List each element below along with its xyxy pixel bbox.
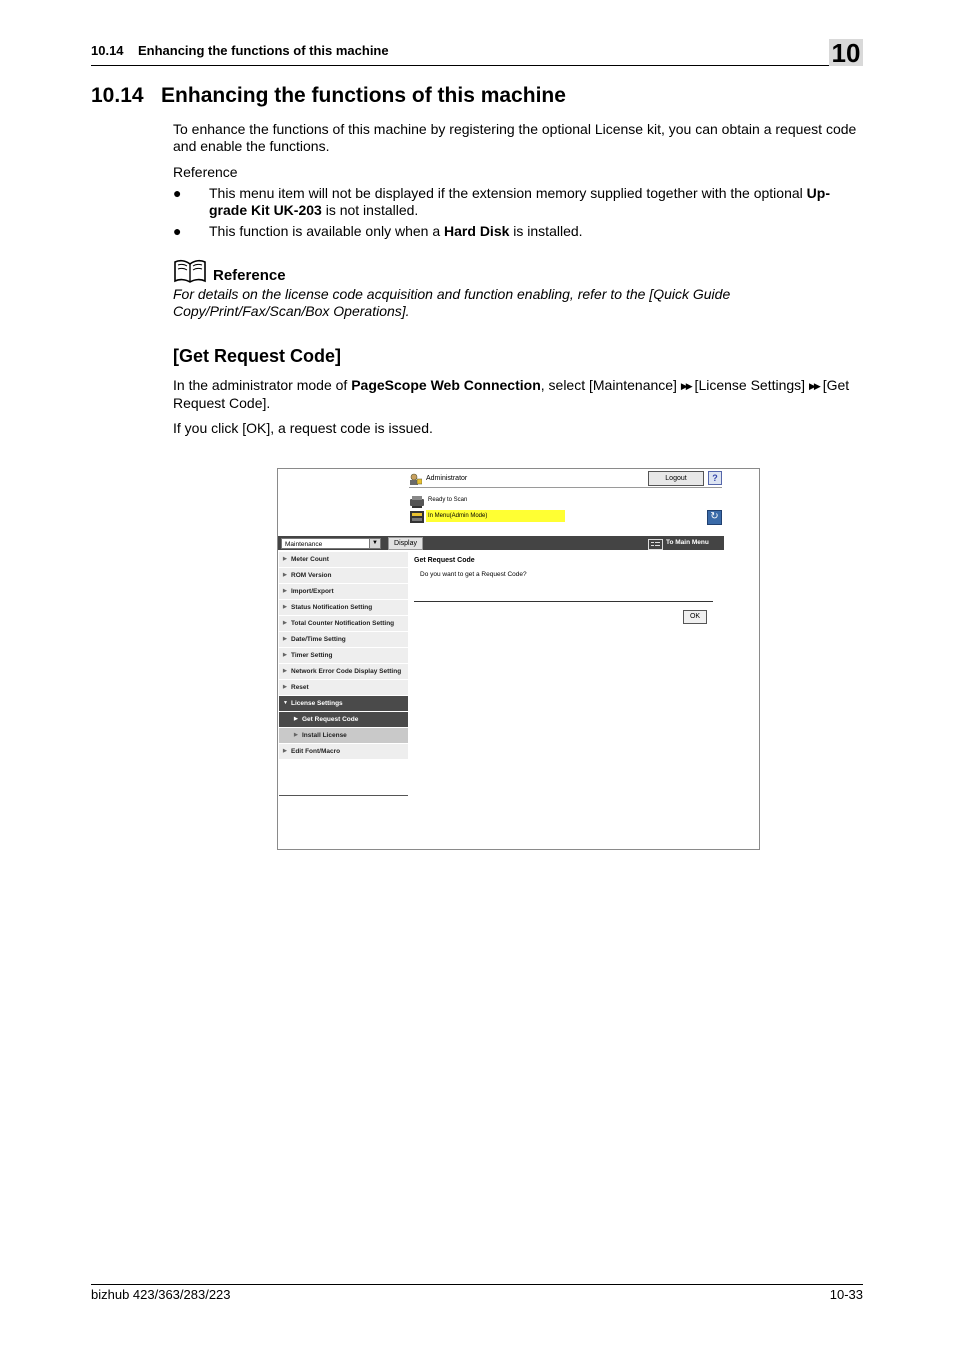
admin-icon bbox=[409, 473, 422, 486]
admin-label: Administrator bbox=[426, 475, 468, 482]
menu-status-badge: In Menu(Admin Mode) bbox=[426, 510, 565, 522]
chapter-number: 10 bbox=[829, 39, 863, 66]
triangle-right-icon: ▶ bbox=[283, 572, 287, 578]
main-menu-icon[interactable] bbox=[648, 539, 663, 550]
content-divider bbox=[414, 601, 713, 602]
sidebar-item-total-counter-notification[interactable] bbox=[279, 616, 408, 632]
triangle-right-icon: ▶ bbox=[283, 748, 287, 754]
sidebar-item-label: Edit Font/Macro bbox=[291, 748, 341, 755]
sidebar-item-get-request-code[interactable] bbox=[279, 712, 408, 728]
triangle-right-icon: ▶ bbox=[294, 732, 298, 738]
triangle-right-icon: ▶ bbox=[283, 652, 287, 658]
admin-divider bbox=[409, 487, 722, 488]
sidebar-item-label: Install License bbox=[302, 732, 347, 739]
sidebar-item-date-time[interactable] bbox=[279, 632, 408, 648]
category-select[interactable] bbox=[281, 538, 381, 549]
bullet-dot: ● bbox=[173, 223, 182, 239]
content-title: Get Request Code bbox=[414, 557, 475, 564]
book-icon bbox=[173, 259, 207, 283]
sidebar-item-rom-version[interactable] bbox=[279, 568, 408, 584]
sidebar-item-edit-font-macro[interactable] bbox=[279, 744, 408, 760]
sidebar-item-label: Network Error Code Display Setting bbox=[291, 668, 402, 675]
footer-page-number: 10-33 bbox=[829, 1287, 863, 1302]
reference-text: For details on the license code acquisition and function enabling, refer to the [Quick Guide Copy/Print/Fax/Scan/Box Operations]. bbox=[173, 286, 731, 319]
triangle-right-icon: ▶ bbox=[283, 636, 287, 642]
footer-rule bbox=[91, 1284, 863, 1285]
sidebar-item-label: ROM Version bbox=[291, 572, 332, 579]
scanner-icon bbox=[409, 495, 425, 508]
sidebar-item-label: Status Notification Setting bbox=[291, 604, 373, 611]
bullet-text: This menu item will not be displayed if the extension memory supplied together with the optional Up-grade Kit UK-203 is not installed. bbox=[209, 185, 830, 218]
logout-button[interactable]: Logout bbox=[648, 471, 704, 486]
arrow-icon: ▶▶ bbox=[808, 381, 819, 391]
category-select-value: Maintenance bbox=[285, 541, 323, 548]
running-header: 10.14 Enhancing the functions of this machine bbox=[91, 43, 389, 58]
sidebar-item-import-export[interactable] bbox=[279, 584, 408, 600]
help-icon[interactable]: ? bbox=[708, 471, 722, 485]
display-button[interactable]: Display bbox=[388, 537, 423, 550]
sidebar-bottom-rule bbox=[279, 795, 408, 796]
sidebar-item-status-notification[interactable] bbox=[279, 600, 408, 616]
content-question: Do you want to get a Request Code? bbox=[420, 571, 527, 578]
instruction-paragraph: In the administrator mode of PageScope Web Connection, select [Maintenance] ▶▶ [License Settings] ▶▶ [Get Request Code]. bbox=[173, 377, 850, 411]
sidebar-item-network-error-code[interactable] bbox=[279, 664, 408, 680]
sidebar-item-timer[interactable] bbox=[279, 648, 408, 664]
main-menu-link[interactable]: To Main Menu bbox=[666, 539, 709, 546]
header-rule bbox=[91, 65, 863, 66]
scan-status: Ready to Scan bbox=[428, 497, 468, 503]
bullet-text: This function is available only when a Hard Disk is installed. bbox=[209, 223, 583, 239]
triangle-right-icon: ▶ bbox=[283, 684, 287, 690]
web-connection-screenshot bbox=[277, 468, 760, 850]
sidebar-item-install-license[interactable] bbox=[279, 728, 408, 744]
reference-heading: Reference bbox=[213, 267, 286, 284]
ok-button[interactable]: OK bbox=[683, 610, 707, 624]
subsection-title: [Get Request Code] bbox=[173, 346, 342, 366]
intro-paragraph: To enhance the functions of this machine by registering the optional License kit, you can obtain a request code and enable the functions. bbox=[173, 121, 857, 154]
sidebar-item-meter-count[interactable] bbox=[279, 552, 408, 568]
sidebar-item-label: License Settings bbox=[291, 700, 343, 707]
sidebar-item-label: Date/Time Setting bbox=[291, 636, 346, 643]
triangle-right-icon: ▶ bbox=[283, 588, 287, 594]
triangle-right-icon: ▶ bbox=[283, 620, 287, 626]
arrow-icon: ▶▶ bbox=[680, 381, 691, 391]
machine-icon bbox=[409, 509, 425, 525]
bullet-dot: ● bbox=[173, 185, 182, 201]
triangle-down-icon: ▼ bbox=[283, 700, 288, 706]
chevron-down-icon: ▼ bbox=[369, 539, 380, 548]
triangle-right-icon: ▶ bbox=[294, 716, 298, 722]
triangle-right-icon: ▶ bbox=[283, 604, 287, 610]
sidebar-item-label: Reset bbox=[291, 684, 309, 691]
sidebar-menu bbox=[279, 552, 408, 760]
page-title: 10.14 Enhancing the functions of this machine bbox=[91, 84, 566, 107]
sidebar-item-license-settings[interactable] bbox=[279, 696, 408, 712]
result-paragraph: If you click [OK], a request code is issued. bbox=[173, 420, 433, 436]
sidebar-item-label: Timer Setting bbox=[291, 652, 333, 659]
footer-model: bizhub 423/363/283/223 bbox=[91, 1287, 231, 1302]
sidebar-item-label: Meter Count bbox=[291, 556, 329, 563]
sidebar-item-label: Import/Export bbox=[291, 588, 334, 595]
sidebar-item-label: Total Counter Notification Setting bbox=[291, 620, 395, 627]
refresh-icon[interactable]: ↻ bbox=[707, 510, 722, 525]
reference-label: Reference bbox=[173, 164, 238, 180]
sidebar-item-label: Get Request Code bbox=[302, 716, 359, 723]
triangle-right-icon: ▶ bbox=[283, 556, 287, 562]
sidebar-item-reset[interactable] bbox=[279, 680, 408, 696]
triangle-right-icon: ▶ bbox=[283, 668, 287, 674]
